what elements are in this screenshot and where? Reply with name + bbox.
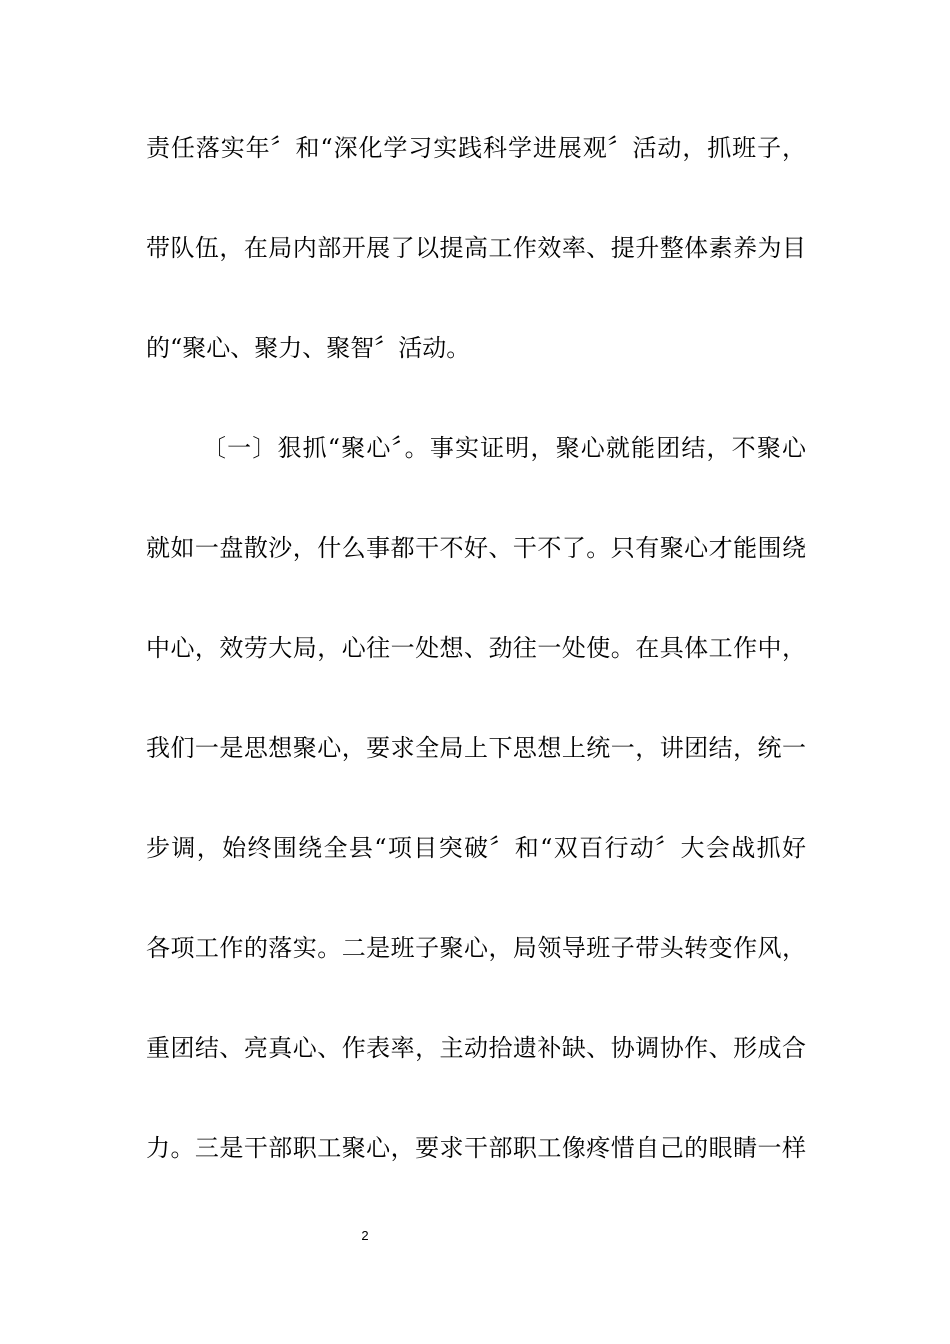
text-line-11: 力。三是干部职工聚心，要求干部职工像疼惜自己的眼睛一样: [146, 1134, 806, 1162]
text-line-10: 重团结、亮真心、作表率，主动拾遗补缺、协调协作、形成合: [146, 1034, 806, 1062]
text-line-4: 〔一〕狠抓“聚心〞。事实证明，聚心就能团结，不聚心: [202, 434, 806, 462]
text-line-1: 责任落实年〞和“深化学习实践科学进展观〞活动，抓班子，: [146, 134, 806, 162]
text-line-2: 带队伍，在局内部开展了以提高工作效率、提升整体素养为目: [146, 234, 806, 262]
text-line-9: 各项工作的落实。二是班子聚心，局领导班子带头转变作风，: [146, 934, 806, 962]
text-line-6: 中心，效劳大局，心往一处想、劲往一处使。在具体工作中，: [146, 634, 806, 662]
text-line-8: 步调，始终围绕全县“项目突破〞和“双百行动〞大会战抓好: [146, 834, 806, 862]
page-number: 2: [361, 1228, 369, 1243]
text-line-7: 我们一是思想聚心，要求全局上下思想上统一，讲团结，统一: [146, 734, 806, 762]
text-line-5: 就如一盘散沙，什么事都干不好、干不了。只有聚心才能围绕: [146, 534, 806, 562]
text-line-3: 的“聚心、聚力、聚智〞活动。: [146, 334, 471, 362]
